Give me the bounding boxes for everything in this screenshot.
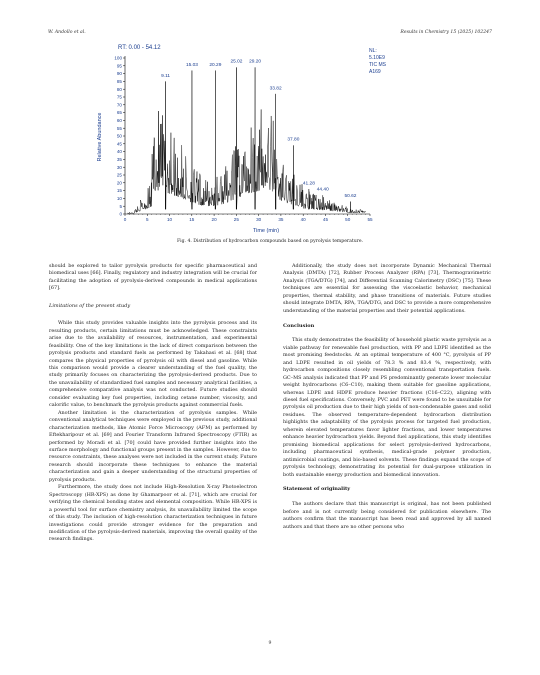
- y-tick-label: 50: [116, 133, 122, 139]
- section-heading-conclusion: Conclusion: [283, 322, 315, 329]
- y-tick-label: 75: [116, 94, 122, 100]
- ms-info-block: [369, 48, 387, 75]
- section-heading-limitations: Limitations of the present study: [49, 302, 131, 309]
- peak-label: 25.02: [230, 59, 243, 65]
- x-tick-label: 35: [278, 217, 284, 222]
- y-tick-label: 70: [116, 102, 122, 108]
- left-column: [49, 263, 257, 544]
- y-tick-label: 45: [116, 141, 122, 147]
- paragraph: Additionally, the study does not incorporate Dynamic Mechanical Thermal Analysis (DMTA) [72], Rubber Process Analyzer (RPA) [73], Thermogravimetric Analysis (TGA/DTG) [74], and Differential Scanning Calorimetry (DSC) [75]. These techniques are essential for assessing the viscoelastic behavior, mechanical properties, thermal stability, and phase transitions of materials. Future studies should integrate DMTA, RPA, TGA/DTG, and DSC to provide a more comprehensive understanding of the material properties and their potential applications.: [283, 263, 491, 314]
- paragraph: should be explored to tailor pyrolysis products for specific pharmaceutical and biomedical uses [66]. Finally, regulatory and industry integration will be crucial for facilitating the adoption of pyrolysis-derived compounds in medical applications [67].: [49, 263, 257, 292]
- x-tick-label: 5: [145, 217, 149, 222]
- running-header-journal: Results in Chemistry 15 (2025) 102247: [400, 30, 492, 35]
- y-tick-label: 10: [116, 196, 122, 201]
- x-tick-label: 25: [233, 217, 239, 222]
- x-axis-label: Time (min): [252, 228, 280, 234]
- y-tick-label: 0: [119, 211, 122, 217]
- x-tick-label: 55: [367, 217, 373, 222]
- peak-label: 37.80: [287, 137, 300, 143]
- y-axis-label: Relative Abundance: [97, 112, 103, 162]
- right-column: [283, 263, 491, 531]
- paragraph: Another limitation is the characterization of pyrolysis samples. While conventional analytical techniques were employed in the previous study, additional characterization methods, like Atomic Force Microscopy (AFM) as performed by Eftekharipour et al. [69] and Fourier Transform Infrared Spectroscopy (FTIR) as performed by Moradi et al. [70] could have provided further insights into the surface morphology and functional groups present in the samples. However, due to resource constraints, these analyses were not included in the current study. Future research should incorporate these techniques to enhance the material characterization and gain a deeper understanding of the structural properties of pyrolysis products.: [49, 409, 257, 483]
- figure-caption: Fig. 4. Distribution of hydrocarbon compounds based on pyrolysis temperature.: [176, 239, 364, 244]
- y-tick-label: 40: [116, 149, 122, 155]
- y-tick-label: 100: [114, 55, 122, 61]
- running-header-authors: W. Andollo et al.: [48, 30, 86, 35]
- peak-label: 9.11: [161, 73, 171, 79]
- x-tick-label: 10: [166, 217, 173, 222]
- peak-label: 44.40: [316, 187, 329, 193]
- ms-info-line: NL:: [369, 48, 377, 54]
- ms-info-line: 5.10E9: [369, 55, 385, 61]
- y-tick-label: 20: [116, 180, 122, 186]
- ms-info-line: TIC MS: [369, 62, 386, 68]
- page-number: 9: [268, 641, 272, 646]
- rt-range-label: RT: 0.00 - 54.12: [118, 45, 161, 51]
- x-tick-label: 40: [300, 217, 306, 222]
- chromatogram-chart: [92, 40, 452, 235]
- x-tick-label: 20: [211, 217, 217, 222]
- peak-label: 33.82: [269, 86, 282, 92]
- y-tick-label: 85: [116, 79, 122, 84]
- y-tick-label: 25: [116, 172, 122, 178]
- y-tick-label: 35: [116, 157, 122, 162]
- peak-label: 20.29: [209, 62, 222, 68]
- paragraph: While this study provides valuable insights into the pyrolysis process and its resulting products, certain limitations must be acknowledged. These constraints arise due to the availability of resources, instrumentation, and experimental feasibility. One of the key limitations is the lack of direct comparison between the pyrolysis products and standard fuels as performed by Takahasi et al. [68] that compares the physical properties of pyrolysis oil with diesel and gasoline. While this comparison would provide a clearer understanding of the fuel quality, the study primarily focuses on characterizing the pyrolysis-derived products. Due to the unavailability of standardized fuel samples and necessary analytical facilities, a comprehensive comparative analysis was not conducted. Future studies should consider evaluating key fuel properties, including cetane number, viscosity, and calorific value, to benchmark the pyrolysis products against commercial fuels.: [49, 320, 257, 409]
- y-tick-label: 60: [116, 118, 122, 123]
- chromatogram-trace: [127, 67, 365, 213]
- peak-label: 41.28: [302, 181, 315, 187]
- y-tick-label: 30: [116, 164, 122, 170]
- x-tick-label: 30: [256, 217, 262, 222]
- y-tick-label: 95: [116, 63, 122, 69]
- y-tick-label: 55: [116, 125, 122, 131]
- paragraph: Furthermore, the study does not include High-Resolution X-ray Photoelectron Spectroscopy (HR-XPS) as done by Ghamarpoor et al. [71], which are crucial for verifying the chemical bonding states and elemental composition. While HR-XPS is a powerful tool for surface chemistry analysis, its unavailability limited the scope of this study. The inclusion of high-resolution characterization techniques in future investigations could provide stronger evidence for the preparation and modification of the pyrolysis-derived materials, improving the overall quality of the research findings.: [49, 484, 257, 543]
- y-tick-label: 80: [116, 86, 122, 92]
- x-tick-label: 15: [189, 217, 195, 222]
- peak-label: 29.20: [249, 59, 262, 65]
- x-tick-label: 0: [123, 217, 127, 222]
- y-tick-label: 5: [119, 203, 122, 209]
- paragraph: The authors declare that this manuscript is original, has not been published before and is not currently being considered for publication elsewhere. The authors confirm that the manuscript has been read and approved by all named authors and that there are no other persons who: [283, 501, 491, 530]
- ms-info-line: A169: [369, 69, 381, 75]
- y-tick-label: 90: [116, 71, 122, 77]
- section-heading-originality: Statement of originality: [283, 486, 351, 493]
- peak-label: 15.03: [185, 62, 198, 68]
- paragraph: This study demonstrates the feasibility of household plastic waste pyrolysis as a viable pathway for renewable fuel production, with PP and LDPE identified as the most promising feedstocks. At an optimal temperature of 400 °C, pyrolysis of PP and LDPE resulted in oil yields of 78.3 % and 83.4 %, respectively, with hydrocarbon compositions closely resembling conventional transportation fuels. GC–MS analysis indicated that PP and PS predominantly generate lower molecular weight hydrocarbons (C6–C10), making them suitable for gasoline applications, whereas LDPE and HDPE produce heavier fractions (C16–C22), aligning with diesel fuel specifications. Conversely, PVC and PET were found to be unsuitable for pyrolysis oil production due to their high yields of non-condensable gases and solid residues. The observed temperature-dependent hydrocarbon distribution highlights the adaptability of the pyrolysis process for targeted fuel production, wherein elevated temperatures favor lighter fractions, and lower temperatures enhance heavier hydrocarbon yields. Beyond fuel applications, this study identifies promising biomedical applications for select pyrolysis-derived hydrocarbons, including pharmaceutical synthesis, medical-grade polymer production, antimicrobial coatings, and bio-based solvents. These findings expand the scope of pyrolysis technology, demonstrating its potential for dual-purpose utilization in both sustainable energy production and biomedical innovation.: [283, 337, 491, 478]
- y-tick-label: 15: [116, 188, 122, 194]
- peak-label: 50.62: [344, 193, 357, 199]
- x-tick-label: 50: [345, 217, 351, 222]
- x-tick-label: 45: [322, 217, 329, 222]
- y-tick-label: 65: [116, 110, 122, 116]
